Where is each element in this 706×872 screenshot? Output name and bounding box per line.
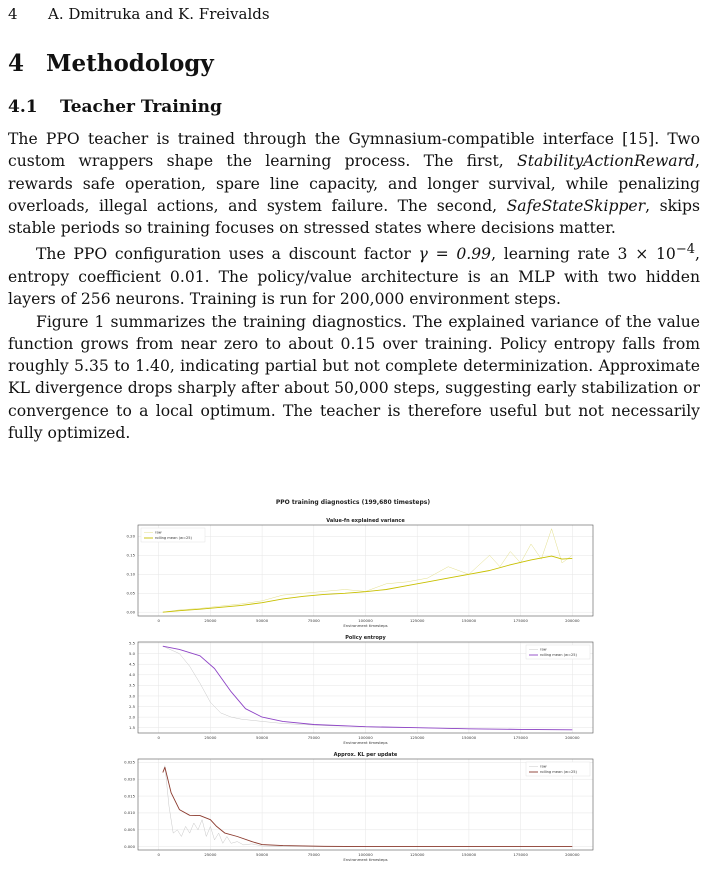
policy-entropy-x-tick-label: 0 <box>157 735 160 740</box>
policy-entropy-y-tick-label: 4.0 <box>128 672 135 678</box>
approx-kl-x-tick-label: 75000 <box>307 852 320 857</box>
policy-entropy-y-tick-label: 5.0 <box>128 650 135 656</box>
approx-kl-y-tick-label: 0.005 <box>124 827 135 833</box>
policy-entropy-x-tick-label: 150000 <box>461 735 477 740</box>
policy-entropy-x-tick-label: 125000 <box>409 735 425 740</box>
policy-entropy-y-tick-label: 2.0 <box>128 714 135 720</box>
approx-kl-x-tick-label: 25000 <box>204 852 217 857</box>
explained-variance-x-tick-label: 100000 <box>358 618 373 623</box>
policy-entropy-x-tick-label: 25000 <box>204 735 217 740</box>
p1-text-b: , rewards safe operation, spare line capacity, and longer survival, while penalizing overloads, illegal actions, and system failure. The second, <box>8 152 700 215</box>
running-header <box>8 5 270 23</box>
p1-text-c: , skips stable periods so training focuses on stressed states where decisions matter. <box>8 196 700 238</box>
approx-kl-x-tick-label: 200000 <box>565 852 580 857</box>
p2-learning-rate-exp: −4 <box>675 242 696 258</box>
approx-kl-raw-series <box>163 766 573 847</box>
subsection-heading <box>8 97 222 117</box>
section-number: 4 <box>8 50 25 77</box>
approx-kl-x-tick-label: 150000 <box>461 852 477 857</box>
explained-variance-title: Value-fn explained variance <box>326 518 405 524</box>
paragraph-3: Figure 1 summarizes the training diagnostics. The explained variance of the value function grows from near zero to about 0.15 over training. Policy entropy falls from roughly 5.35 to 1.40, indicating partial but not complete determinization. Approximate KL divergence drops sharply after about 50,000 steps, suggesting early stabilization or convergence to a local optimum. The teacher is therefore useful but not necessarily fully optimized. <box>8 312 700 443</box>
approx-kl-x-axis-label: Environment timesteps <box>343 857 388 862</box>
approx-kl-x-tick-label: 175000 <box>513 852 528 857</box>
explained-variance-y-tick-label: 0.15 <box>126 552 135 558</box>
explained-variance-y-tick-label: 0.00 <box>126 609 135 615</box>
p2-text-b: , learning rate <box>491 245 618 264</box>
explained-variance-x-axis-label: Environment timesteps <box>343 623 388 628</box>
figure-panels <box>124 518 593 862</box>
approx-kl-legend-label: raw <box>540 764 547 769</box>
explained-variance-x-tick-label: 0 <box>157 618 160 623</box>
p2-gamma: γ = 0.99 <box>418 245 492 264</box>
policy-entropy-x-tick-label: 175000 <box>513 735 528 740</box>
policy-entropy-legend-label: raw <box>540 647 547 652</box>
p2-learning-rate: 3 × 10 <box>617 245 676 264</box>
policy-entropy-legend-label: rolling mean (w=25) <box>540 653 577 658</box>
explained-variance-x-tick-label: 25000 <box>204 618 217 623</box>
policy-entropy-y-tick-label: 2.5 <box>128 703 135 709</box>
approx-kl-x-tick-label: 0 <box>157 852 160 857</box>
policy-entropy-y-tick-label: 3.5 <box>128 682 135 688</box>
explained-variance-y-tick-label: 0.10 <box>126 571 135 577</box>
explained-variance-x-tick-label: 175000 <box>513 618 528 623</box>
policy-entropy-title: Policy entropy <box>345 635 386 641</box>
p1-emphasis-1: StabilityActionReward <box>517 152 696 171</box>
explained-variance-x-tick-label: 200000 <box>565 618 580 623</box>
approx-kl-x-tick-label: 100000 <box>358 852 373 857</box>
section-title: Methodology <box>46 50 214 77</box>
explained-variance-x-tick-label: 150000 <box>461 618 477 623</box>
explained-variance-raw-series <box>163 529 573 612</box>
approx-kl-y-tick-label: 0.010 <box>124 810 135 816</box>
approx-kl-y-tick-label: 0.020 <box>124 776 135 782</box>
policy-entropy-y-tick-label: 1.5 <box>128 725 135 731</box>
approx-kl-legend <box>526 762 590 776</box>
explained-variance-x-tick-label: 75000 <box>307 618 320 623</box>
approx-kl-legend-label: rolling mean (w=25) <box>540 770 577 775</box>
figure-suptitle: PPO training diagnostics (199,680 timesteps) <box>275 499 431 506</box>
p2-text-a: The PPO configuration uses a discount factor <box>36 245 419 264</box>
explained-variance-y-tick-label: 0.20 <box>126 533 135 539</box>
p2-text-c: , entropy coefficient 0.01. The policy/value architecture is an MLP with two hidden layers of 256 neurons. Training is run for 200,000 environment steps. <box>8 245 700 309</box>
policy-entropy-x-tick-label: 50000 <box>256 735 269 740</box>
policy-entropy-y-tick-label: 5.5 <box>128 640 135 646</box>
body-text <box>8 128 700 444</box>
section-heading <box>8 50 214 77</box>
explained-variance-x-tick-label: 125000 <box>409 618 425 623</box>
policy-entropy-x-tick-label: 200000 <box>565 735 580 740</box>
policy-entropy-y-tick-label: 3.0 <box>128 693 135 699</box>
explained-variance-rolling-mean-series <box>163 556 573 612</box>
policy-entropy-x-tick-label: 100000 <box>358 735 373 740</box>
approx-kl-y-tick-label: 0.015 <box>124 793 135 799</box>
paragraph-1 <box>8 128 700 239</box>
training-diagnostics-figure <box>108 495 598 870</box>
policy-entropy-x-tick-label: 75000 <box>307 735 320 740</box>
approx-kl-y-tick-label: 0.000 <box>124 843 135 849</box>
author-line: A. Dmitruka and K. Freivalds <box>48 5 270 23</box>
subsection-title: Teacher Training <box>60 97 222 117</box>
subsection-number: 4.1 <box>8 97 38 117</box>
explained-variance-y-tick-label: 0.05 <box>126 590 135 596</box>
approx-kl-x-tick-label: 125000 <box>409 852 425 857</box>
approx-kl-title: Approx. KL per update <box>333 752 398 758</box>
paragraph-2 <box>8 239 700 310</box>
explained-variance-legend <box>141 528 205 542</box>
approx-kl-x-tick-label: 50000 <box>256 852 269 857</box>
p1-text-a: The PPO teacher is trained through the Gymnasium-compatible interface [15]. Two custom wrappers shape the learning process. The first, <box>8 130 700 171</box>
policy-entropy-legend <box>526 645 590 659</box>
p1-emphasis-2: SafeStateSkipper <box>506 196 646 215</box>
explained-variance-legend-label: raw <box>155 530 162 535</box>
policy-entropy-y-tick-label: 4.5 <box>128 661 135 667</box>
page-number: 4 <box>8 5 18 23</box>
approx-kl-y-tick-label: 0.025 <box>124 759 135 765</box>
explained-variance-legend-label: rolling mean (w=25) <box>155 536 192 541</box>
policy-entropy-x-axis-label: Environment timesteps <box>343 740 388 745</box>
explained-variance-x-tick-label: 50000 <box>256 618 269 623</box>
